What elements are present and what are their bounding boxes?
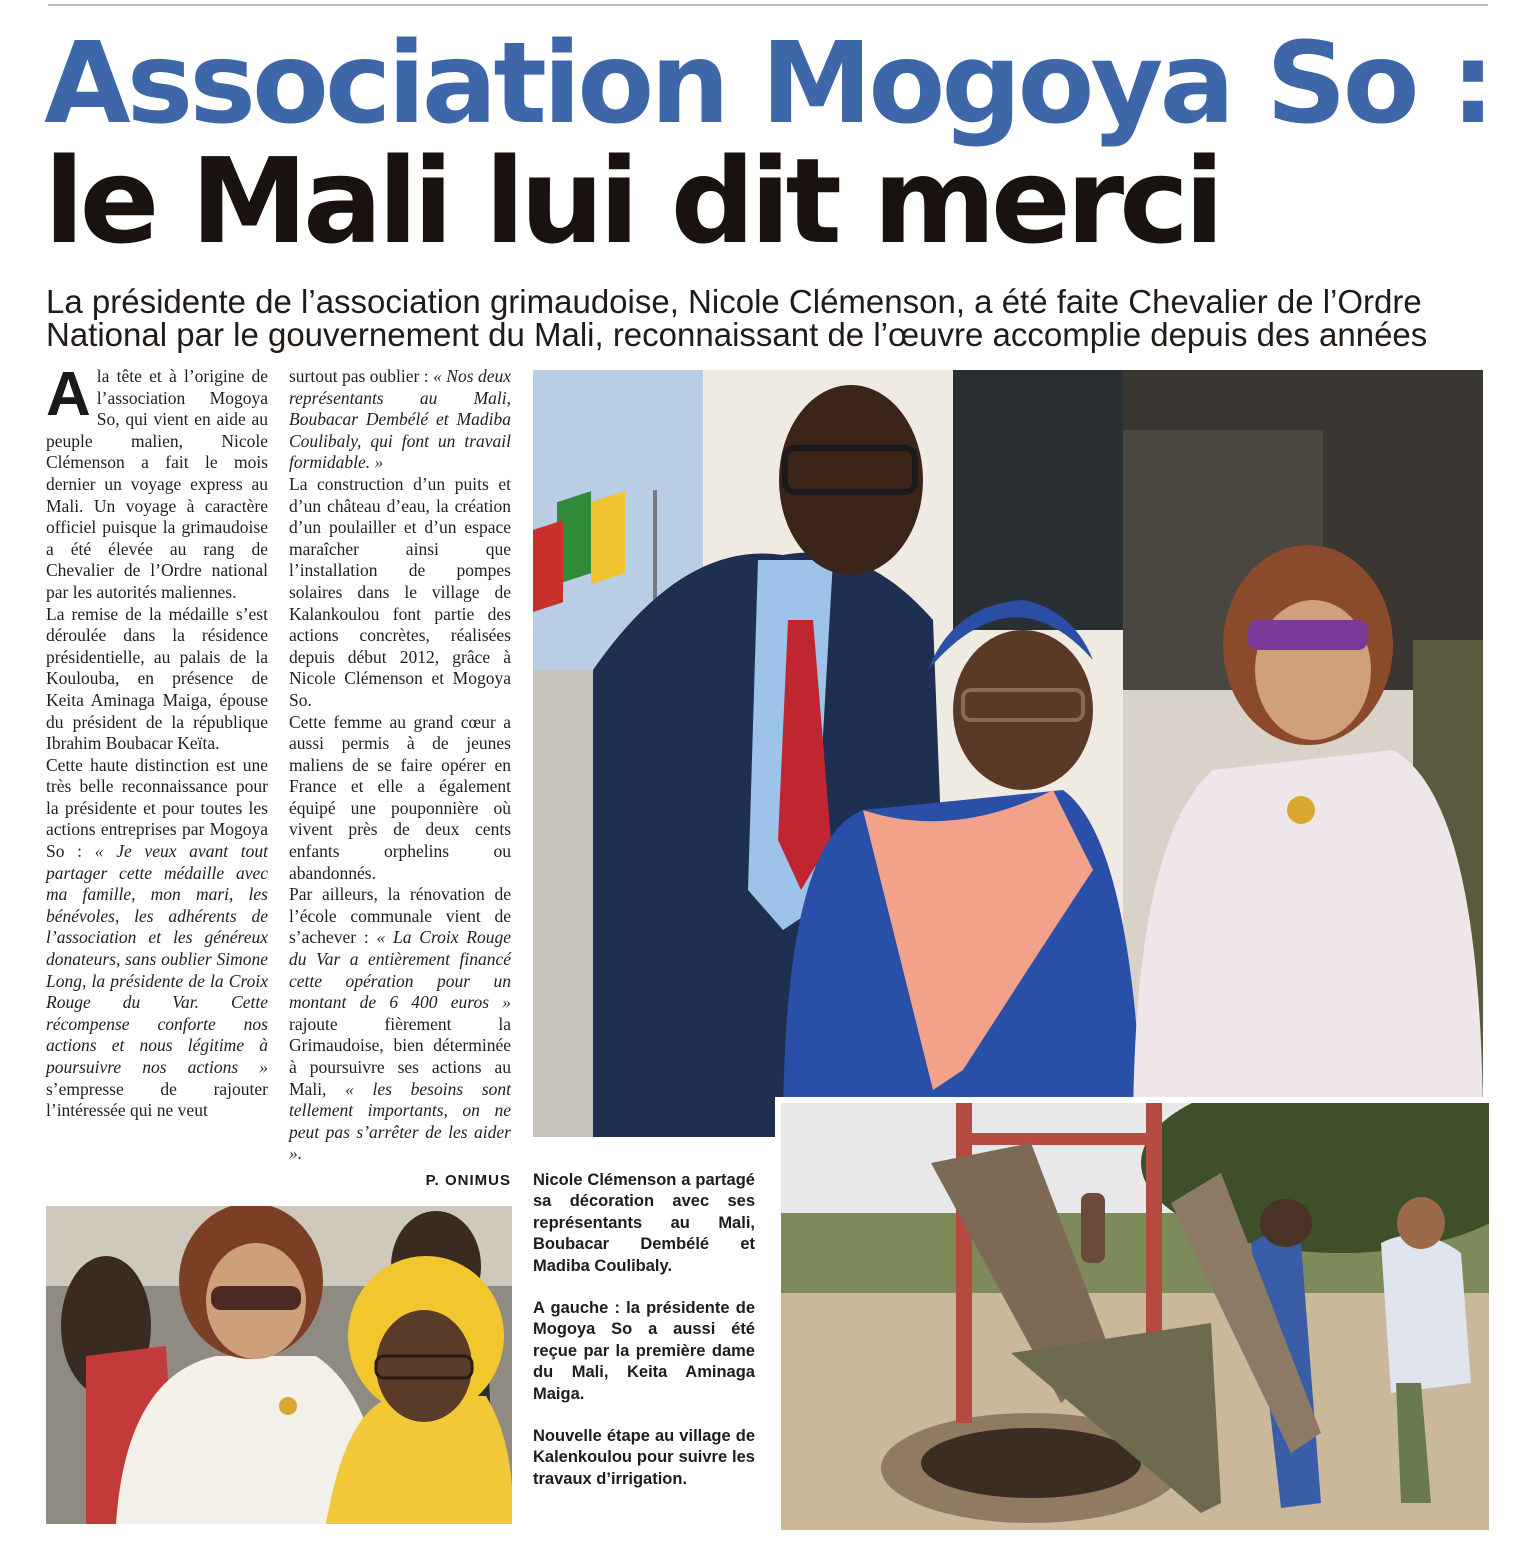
paragraph-construction: La construction d’un puits et d’un château d’eau, la création d’un poulailler et d’un espace maraîcher ainsi que l’installation de pompes solaires dans le village de Kalankoulou font partie des actions concrètes, réalisées depuis début 2012, grâce à Nicole Clémenson et Mogoya So. xyxy=(289,473,511,710)
paragraph-distinction xyxy=(46,755,268,1122)
caption-main-photo: Nicole Clémenson a partagé sa décoration avec ses représentants au Mali, Boubacar Dembélé et Madiba Coulibaly. xyxy=(533,1171,755,1275)
paragraph-ceremony: La remise de la médaille s’est déroulée dans la résidence présidentielle, au palais de la Koulouba, en présence de Keita Aminaga Maiga, épouse du président de la république Ibrahim Boubacar Keïta. xyxy=(46,603,268,754)
top-rule xyxy=(48,4,1488,6)
school-lead: Par ailleurs, la rénovation de l’école communale vient de s’achever : xyxy=(289,884,511,948)
quote-representatives: « Nos deux représentants au Mali, Boubacar Dembélé et Madiba Coulibaly, qui font un travail formidable. » xyxy=(289,366,511,473)
distinction-tail: s’empresse de rajouter l’intéressée qui ne veut xyxy=(46,1078,268,1121)
paragraph-school xyxy=(289,884,511,1165)
standfirst: La présidente de l’association grimaudoise, Nicole Clémenson, a été faite Chevalier de l’Ordre National par le gouvernement du Mali, reconnaissant de l’œuvre accomplie depuis des années xyxy=(46,283,1428,353)
headline-line-1: Association Mogoya So : xyxy=(44,19,1492,149)
quote-red-cross: « La Croix Rouge du Var a entièrement financé cette opération pour un montant de 6 400 euros » xyxy=(289,927,511,1013)
paragraph-representatives xyxy=(289,366,511,474)
article-column-2 xyxy=(289,366,511,1165)
school-mid: rajoute fièrement la Grimaudoise, bien déterminée à poursuivre ses actions au Mali, xyxy=(289,1013,511,1099)
drop-cap: A xyxy=(46,360,91,429)
quote-needs: « les besoins sont tellement importants, on ne peut pas s’arrêter de les aider ». xyxy=(289,1078,511,1164)
photo-main-illustration xyxy=(533,370,1483,1137)
paragraph-intro: la tête et à l’origine de l’association Mogoya So, qui vient en aide au peuple malien, Nicole Clémenson a fait le mois dernier un voyage express au Mali. Un voyage à caractère officiel puisque la grimaudoise a été élevée au rang de Chevalier de l’Ordre national par les autorités maliennes. xyxy=(46,366,268,602)
photo-left-illustration xyxy=(46,1206,512,1524)
photo-village-well xyxy=(775,1097,1489,1530)
quote-president: « Je veux avant tout partager cette médaille avec ma famille, mon mari, les bénévoles, les adhérents de l’association et les généreux donateurs, sans oublier Simone Long, la présidente de la Croix Rouge du Var. Cette récompense conforte nos actions et nous légitime à poursuivre nos actions » xyxy=(46,841,268,1077)
caption-well-photo: Nouvelle étape au village de Kalenkoulou pour suivre les travaux d’irrigation. xyxy=(533,1427,755,1488)
photo-main-group-portrait xyxy=(533,370,1483,1137)
headline-line-2: le Mali lui dit merci xyxy=(44,132,1220,270)
photo-first-lady-reception xyxy=(46,1206,512,1524)
byline: P. ONIMUS xyxy=(425,1172,511,1189)
photo-well-illustration xyxy=(781,1103,1489,1530)
representatives-lead: surtout pas oublier : xyxy=(289,366,429,386)
caption-left-photo: A gauche : la présidente de Mogoya So a aussi été reçue par la première dame du Mali, Keita Aminaga Maiga. xyxy=(533,1299,755,1403)
article-column-1 xyxy=(46,360,268,1122)
distinction-text: Cette haute distinction est une très belle reconnaissance pour la présidente et pour toutes les actions entreprises par Mogoya So : xyxy=(46,754,268,862)
photo-captions xyxy=(533,1170,755,1511)
paragraph-great-heart: Cette femme au grand cœur a aussi permis à de jeunes maliens de se faire opérer en France et elle a également équipé une pouponnière où vivent près de deux cents enfants orphelins ou abandonnés. xyxy=(289,711,511,883)
